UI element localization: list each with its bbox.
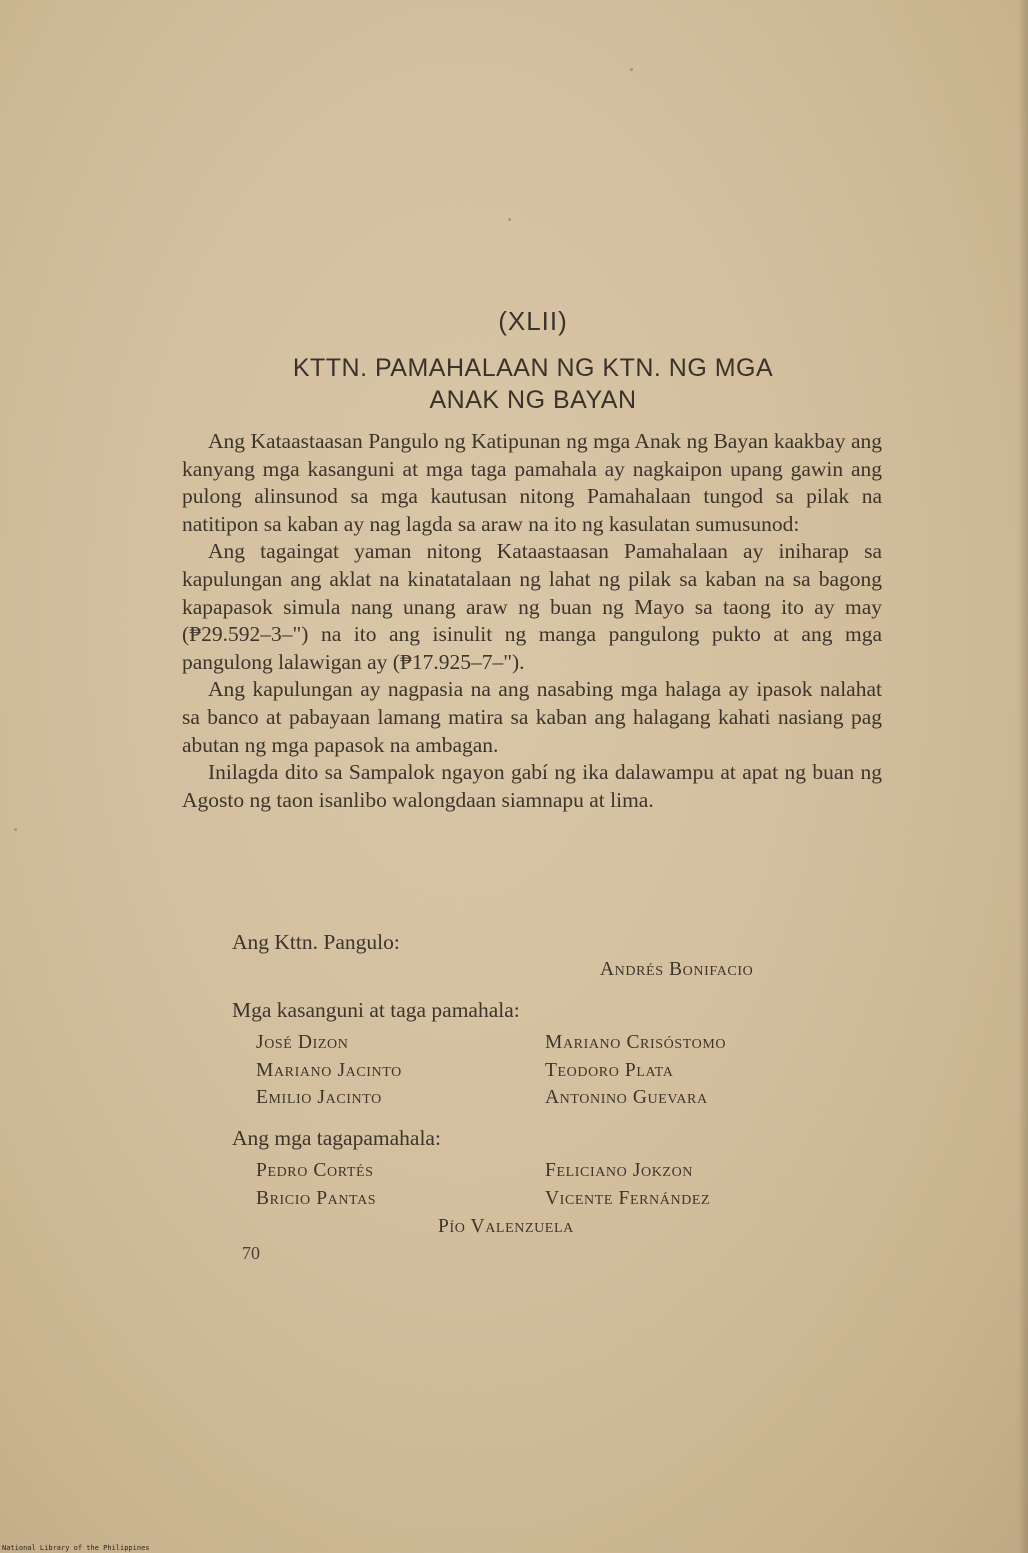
page-edge-shadow bbox=[1018, 0, 1028, 1553]
administrator-name: Feliciano Jokzon bbox=[545, 1160, 693, 1181]
administrator-name: Bricio Pantas bbox=[256, 1188, 377, 1209]
president-label: Ang Kttn. Pangulo: bbox=[232, 930, 400, 954]
section-heading-line1: KTTN. PAMAHALAAN NG KTN. NG MGA bbox=[292, 354, 774, 382]
administrators-label: Ang mga tagapamahala: bbox=[232, 1126, 441, 1150]
paragraph-3: Ang kapulungan ay nagpasia na ang nasabing mga halaga ay ipasok nalahat sa banco at pabayaan lamang matira sa kaban ang halagang kahati nasiang pag abutan ng mga papasok na ambagan. bbox=[182, 677, 882, 757]
paper-speck bbox=[630, 68, 633, 71]
administrator-name: Vicente Fernández bbox=[545, 1188, 711, 1209]
councilor-name: Mariano Crisóstomo bbox=[545, 1032, 727, 1053]
paragraph-1: Ang Kataastaasan Pangulo ng Katipunan ng mga Anak ng Bayan kaakbay ang kanyang mga kasanguni at mga taga pamahala ay nagkaipon upang gawin ang pulong alinsunod sa mga kautusan nitong Pamahalaan tungod sa pilak na natitipon sa kaban ay nag lagda sa araw na ito ng kasulatan sumusunod: bbox=[182, 429, 882, 536]
councilor-name: Antonino Guevara bbox=[545, 1087, 708, 1108]
paragraph-2: Ang tagaingat yaman nitong Kataastaasan Pamahalaan ay iniharap sa kapulungan ang aklat na kinatatalaan ng lahat ng pilak sa kaban na sa bagong kapapasok simula nang unang araw ng buan ng Mayo sa taong ito ay may (₱29.592–3–") na ito ang isinulit ng manga pangulong pukto at ang mga pangulong lalawigan ay (₱17.925–7–"). bbox=[182, 539, 882, 674]
paper-speck bbox=[14, 828, 17, 831]
paper-speck bbox=[508, 218, 511, 221]
body-text bbox=[182, 428, 882, 814]
section-numeral: (XLII) bbox=[498, 306, 568, 336]
councilor-name: Teodoro Plata bbox=[545, 1060, 674, 1081]
councilor-name: Emilio Jacinto bbox=[256, 1087, 382, 1108]
councilor-name: José Dizon bbox=[256, 1032, 349, 1053]
administrator-name: Pío Valenzuela bbox=[438, 1216, 574, 1237]
page-number: 70 bbox=[242, 1243, 260, 1263]
councilor-name: Mariano Jacinto bbox=[256, 1060, 402, 1081]
section-heading-line2: ANAK NG BAYAN bbox=[429, 386, 637, 414]
president-name: Andrés Bonifacio bbox=[600, 959, 754, 980]
paragraph-4: Inilagda dito sa Sampalok ngayon gabí ng ika dalawampu at apat ng buan ng Agosto ng taon isanlibo walongdaan siamnapu at lima. bbox=[182, 760, 882, 812]
administrator-name: Pedro Cortés bbox=[256, 1160, 374, 1181]
councilors-label: Mga kasanguni at taga pamahala: bbox=[232, 998, 520, 1022]
library-credit: National Library of the Philippines bbox=[2, 1544, 150, 1552]
